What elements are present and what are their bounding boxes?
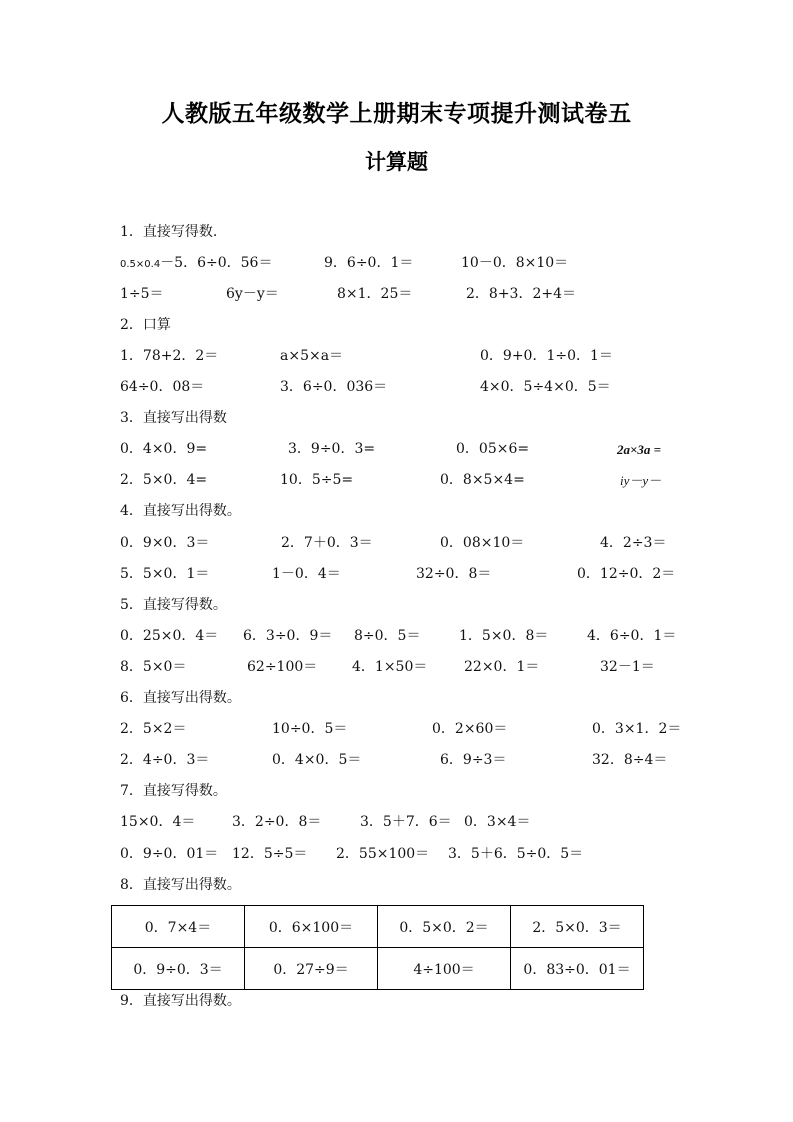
problem: 0．05×6= (456, 441, 530, 457)
section-heading-9: 9．直接写出得数。 (120, 993, 241, 1009)
page-title: 人教版五年级数学上册期末专项提升测试卷五 (161, 101, 632, 127)
problem: 2．4÷0．3＝ (120, 752, 210, 768)
problem: 0．2×60＝ (432, 721, 508, 737)
problem: 8×1．25＝ (337, 286, 413, 302)
problem: 1－0．4＝ (272, 566, 341, 582)
problem: 62÷100＝ (247, 659, 318, 675)
problem: 10．5÷5= (280, 472, 354, 488)
problem: 0．8×5×4= (440, 472, 525, 488)
table-cell: 0．9÷0．3＝ (112, 948, 245, 990)
page-subtitle: 计算题 (365, 150, 428, 174)
problem: 32÷0．8＝ (416, 566, 492, 582)
problem-table (111, 905, 644, 990)
problem: 2．8+3．2+4＝ (466, 286, 576, 302)
problem: 0．4×0．9= (120, 441, 208, 457)
problem-suffix: －5．6÷0．56＝ (160, 255, 273, 271)
problem: 8．5×0＝ (120, 659, 187, 675)
table-row (112, 948, 644, 990)
section-heading-2: 2．口算 (120, 317, 171, 333)
table-cell: 0．6×100＝ (245, 906, 378, 948)
table-cell: 4÷100＝ (378, 948, 511, 990)
problem: 2．7＋0．3＝ (281, 535, 373, 551)
problem: 3．5＋6．5÷0．5＝ (448, 846, 584, 862)
problem: 0．9÷0．01＝ (120, 846, 219, 862)
problem: 6．3÷0．9＝ (243, 628, 333, 644)
problem: 4．6÷0．1＝ (587, 628, 677, 644)
problem: 0．9×0．3＝ (120, 535, 210, 551)
table-cell: 2．5×0．3＝ (511, 906, 644, 948)
problem: 0．25×0．4＝ (120, 628, 219, 644)
problem-prefix: 0.5×0.4 (120, 259, 161, 270)
problem: 2a×3a = (617, 442, 662, 457)
problem: 4．2÷3＝ (600, 535, 667, 551)
problem: 3．9÷0．3= (288, 441, 376, 457)
problem: 0．4×0．5＝ (272, 752, 362, 768)
problem: 3．5＋7．6＝ (360, 814, 452, 830)
table-cell: 0．83÷0．01＝ (511, 948, 644, 990)
problem: 5．5×0．1＝ (120, 566, 210, 582)
table-cell: 0．27÷9＝ (245, 948, 378, 990)
problem: 32－1＝ (600, 659, 655, 675)
problem: 10－0．8×10＝ (461, 255, 569, 271)
problem: 22×0．1＝ (464, 659, 540, 675)
problem: 0．08×10＝ (440, 535, 525, 551)
problem: 0．12÷0．2＝ (577, 566, 676, 582)
problem: 2．5×0．4= (120, 472, 208, 488)
section-heading-6: 6．直接写出得数。 (120, 690, 241, 706)
problem: 3．6÷0．036＝ (280, 379, 388, 395)
problem: 8÷0．5＝ (354, 628, 421, 644)
section-heading-7: 7．直接写得数。 (120, 783, 227, 799)
problem: 32．8÷4＝ (592, 752, 668, 768)
problem: 4×0．5÷4×0．5＝ (480, 379, 611, 395)
section-heading-4: 4．直接写出得数。 (120, 503, 241, 519)
problem: 12．5÷5＝ (232, 846, 308, 862)
problem: 2．5×2＝ (120, 721, 187, 737)
problem: 6．9÷3＝ (440, 752, 507, 768)
problem: 1÷5＝ (120, 286, 164, 302)
problem: 0．3×1．2＝ (592, 721, 682, 737)
problem: 10÷0．5＝ (272, 721, 348, 737)
problem: 4．1×50＝ (352, 659, 428, 675)
section-heading-1: 1．直接写得数. (120, 224, 218, 240)
problem: 2．55×100＝ (336, 846, 430, 862)
problem: 0．3×4＝ (464, 814, 531, 830)
problem: 6y－y＝ (226, 286, 279, 302)
section-heading-8: 8．直接写出得数。 (120, 877, 241, 893)
problem: 1．78+2．2＝ (120, 348, 219, 364)
problem: 0．9+0．1÷0．1＝ (480, 348, 613, 364)
section-heading-5: 5．直接写得数。 (120, 597, 227, 613)
problem: 64÷0．08＝ (120, 379, 205, 395)
problem: iy－y－ (620, 473, 662, 488)
table-cell: 0．5×0．2＝ (378, 906, 511, 948)
problem: 9．6÷0．1＝ (324, 255, 414, 271)
problem: 3．2÷0．8＝ (232, 814, 322, 830)
section-heading-3: 3．直接写出得数 (120, 410, 227, 426)
problem: 1．5×0．8＝ (459, 628, 549, 644)
table-row (112, 906, 644, 948)
table-cell: 0．7×4＝ (112, 906, 245, 948)
problem: 15×0．4＝ (120, 814, 196, 830)
problem (120, 254, 272, 274)
problem: a×5×a＝ (280, 348, 344, 364)
